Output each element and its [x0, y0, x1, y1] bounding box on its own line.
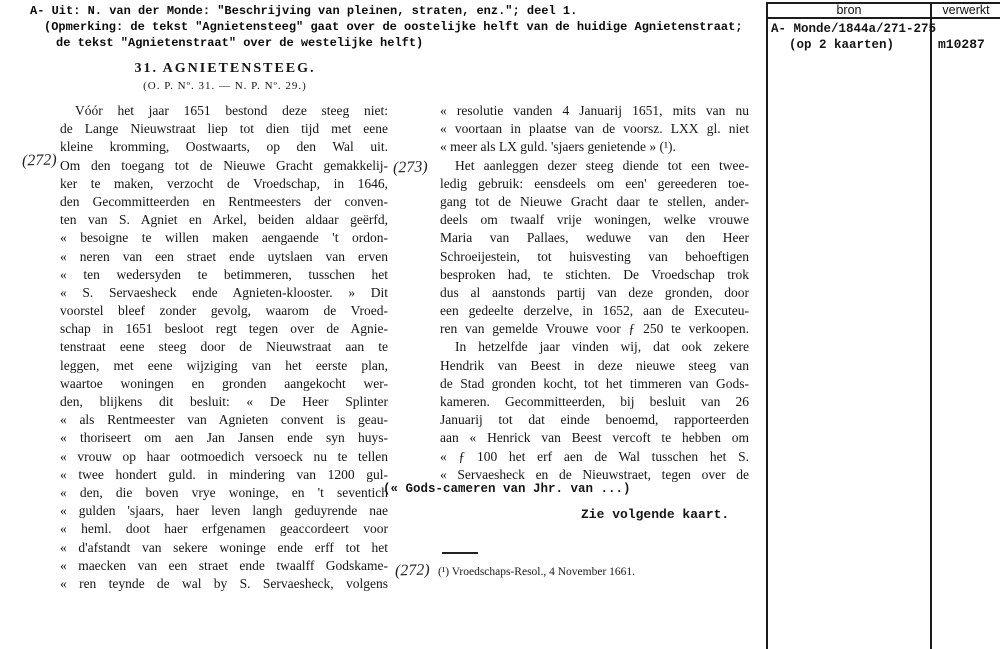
- text-line: « voortaan in plaatse van de voorsz. LXX gl. niet: [440, 121, 749, 137]
- text-line: Vóór het jaar 1651 bestond deze steeg niet:: [75, 103, 388, 118]
- text-line: ker te maken, verzocht de Vroedschap, in 1646,: [60, 175, 388, 191]
- margin-note-footnote-272: (272): [394, 561, 430, 580]
- table-column-divider: [930, 2, 932, 649]
- text-line: deels om twaalf vrije woningen, welke vrouwe: [440, 212, 749, 228]
- text-line: « vrouw op haar ootmoedich versoeck nu te tellen: [60, 448, 388, 464]
- text-line: « maecken van een straet ende twaalff Godskame-: [60, 557, 388, 573]
- annotation-line-3: de tekst "Agnietenstraat" over de westelijke helft): [56, 36, 424, 50]
- text-line: « ten wedersyden te betimmeren, tusschen het: [60, 266, 388, 282]
- text-line: « als Rentmeester van Agnieten convent is geau-: [60, 412, 388, 428]
- text-line: « Servaesheck en de Nieuwstraet, tegen over de: [440, 466, 749, 482]
- source-annotation: [30, 3, 743, 51]
- text-line: leggen, met eene wijziging van het eerste plan,: [60, 357, 388, 373]
- section-subheading: (O. P. Nº. 31. — N. P. Nº. 29.): [143, 80, 307, 92]
- margin-note-left-272: (272): [21, 151, 57, 170]
- margin-note-right-273: (273): [392, 158, 428, 177]
- see-next-card-note: Zie volgende kaart.: [581, 507, 730, 522]
- column-header-bron: bron: [836, 3, 862, 17]
- right-text-column: [440, 102, 749, 484]
- text-line: ten van S. Agniet en Arkel, beiden aldaar geërfd,: [60, 212, 388, 228]
- text-line: gang tot de Nieuwe Gracht daar te stellen, ander-: [440, 193, 749, 209]
- text-line: een gedeelte derzelve, in 1652, aan de Executeu-: [440, 303, 749, 319]
- text-line: « d'afstandt van sekere woninge ende erff tot het: [60, 539, 388, 555]
- text-line: « ren teynde de wal by S. Servaesheck, volgens: [60, 575, 388, 591]
- text-line: Hendrik van Beest in deze nieuwe steeg van: [440, 357, 749, 373]
- text-line: « meer als LX guld. 'sjaers genietende » (¹).: [440, 139, 676, 155]
- text-line: « twee hondert guld. in mindering van 1200 gul-: [60, 466, 388, 482]
- text-line: Om den toegang tot de Nieuwe Gracht gemakkelij-: [60, 157, 388, 173]
- text-line: « S. Servaesheck ende Agnieten-klooster. » Dit: [60, 284, 388, 300]
- text-line: kleine kromming, Oostwaarts, op den Wal uit.: [60, 139, 388, 155]
- text-line: Schroeijestein, tot huisvesting van behoeftigen: [440, 248, 749, 264]
- text-line: Maria van Pallaes, weduwe van den Heer: [440, 230, 749, 246]
- text-line: tenstraat eene steeg door de Nieuwstraat aan te: [60, 339, 388, 355]
- bron-value: A- Monde/1844a/271-275: [771, 22, 937, 36]
- text-line: Het aanleggen dezer steeg diende tot een twee-: [455, 157, 749, 173]
- text-line: « thoriseert om aen Jan Jansen ende syn huys-: [60, 430, 388, 446]
- verwerkt-value: m10287: [938, 37, 985, 52]
- footnote: (¹) Vroedschaps-Resol., 4 November 1661.: [438, 566, 636, 578]
- bron-value-note: (op 2 kaarten): [789, 38, 895, 52]
- text-line: « resolutie vanden 4 Januarij 1651, mits van nu: [440, 103, 749, 118]
- text-line: aan « Henrick van Beest vercoft te hebben om: [440, 430, 749, 446]
- text-line: « neren van een straet ende uytslaen van erven: [60, 248, 388, 264]
- table-left-border: [766, 2, 768, 649]
- text-line: den, blijkens dit besluit: « De Heer Splinter: [60, 394, 388, 409]
- annotation-line-2: (Opmerking: de tekst "Agnietensteeg" gaat over de oostelijke helft van de huidige Agnietenstraat;: [44, 20, 743, 34]
- text-line: In hetzelfde jaar vinden wij, dat ook zekere: [455, 339, 749, 355]
- text-line: den Gecommitteerden en Rentmeesters der conven-: [60, 193, 388, 209]
- text-line: ren van gemelde Vrouwe voor ƒ 250 te verkoopen.: [440, 321, 749, 337]
- text-line: besproken had, te stichten. De Vroedschap trok: [440, 266, 749, 282]
- footnote-divider: [442, 552, 478, 554]
- text-line: « heml. doot haer erfgenamen geaccordeert voor: [60, 521, 388, 537]
- table-header-underline: [766, 17, 1000, 19]
- text-line: dus al aanstonds partij van deze gronden, door: [440, 284, 749, 300]
- text-line: Januarij tot dat einde benoemd, rapporteerden: [440, 412, 749, 428]
- text-line: « ƒ 100 het erf aen de Wal tusschen het S.: [440, 448, 749, 464]
- text-line: voorstel bleef zonder gevolg, waarom de Vroed-: [60, 303, 388, 319]
- text-line: de Lange Nieuwstraat liep tot dien tijd met eene: [60, 121, 388, 137]
- text-line: « gulden 'sjaars, haer leven langh geduyrende nae: [60, 503, 388, 519]
- column-header-verwerkt: verwerkt: [942, 3, 990, 17]
- section-heading: 31. AGNIETENSTEEG.: [134, 61, 316, 76]
- text-line: de Stad gronden kocht, tot het timmeren van Gods-: [440, 375, 749, 391]
- text-line: « besoigne te willen maken aengaende 't ordon-: [60, 230, 388, 246]
- text-line: ledig gebruik: eensdeels om een' gereederen toe-: [440, 175, 749, 191]
- text-line: schap in 1651 besloot regt tegen over de Agnie-: [60, 321, 388, 337]
- left-text-column: [60, 102, 388, 593]
- text-line: « den, die boven vrye woninge, en 't seventich: [60, 484, 388, 500]
- text-line: kameren. Gecommitteerden, bij besluit van 26: [440, 394, 749, 409]
- typed-addition-line: (« Gods-cameren van Jhr. van ...): [383, 482, 631, 496]
- annotation-line-1: A- Uit: N. van der Monde: "Beschrijving van pleinen, straten, enz."; deel 1.: [30, 4, 578, 18]
- text-line: waartoe woningen en gronden aangekocht wer-: [60, 375, 388, 391]
